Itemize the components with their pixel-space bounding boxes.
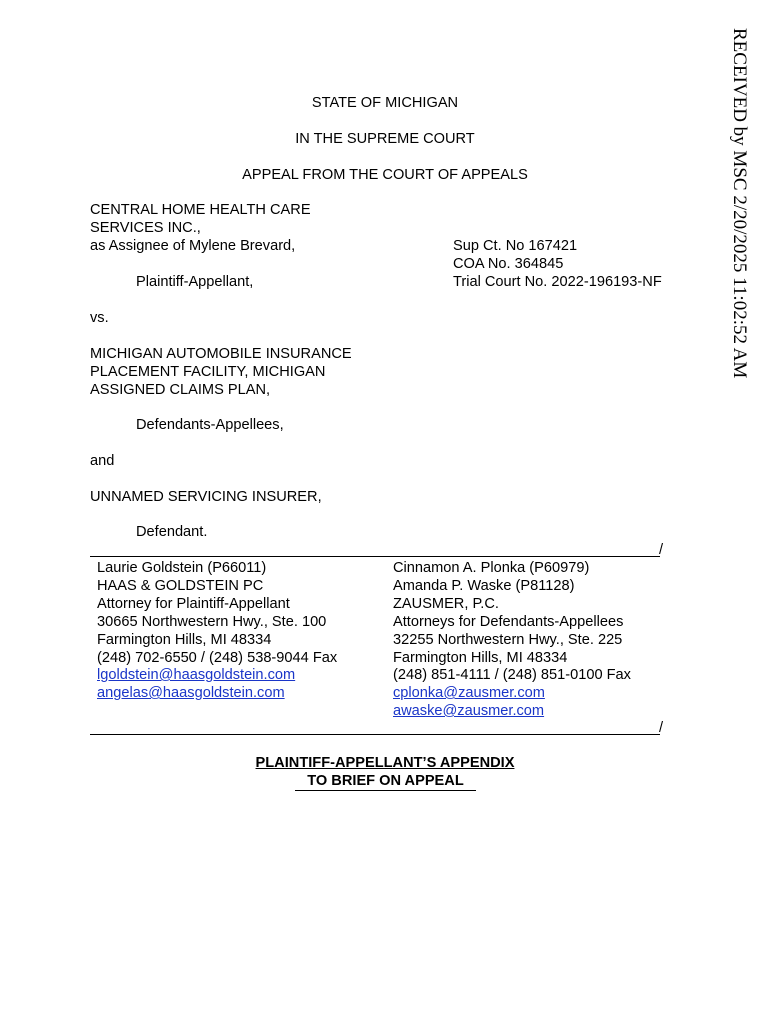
defendant-role: Defendants-Appellees, (136, 417, 284, 433)
right-counsel-line-7: (248) 851-4111 / (248) 851-0100 Fax (393, 667, 631, 683)
plaintiff-role: Plaintiff-Appellant, (136, 274, 254, 290)
and-connector: and (90, 453, 115, 469)
versus: vs. (90, 310, 109, 326)
right-email-link-1[interactable]: cplonka@zausmer.com (393, 685, 545, 701)
trial-court-number: Trial Court No. 2022-196193-NF (453, 274, 662, 290)
coa-number: COA No. 364845 (453, 256, 564, 272)
left-counsel-line-6: (248) 702-6550 / (248) 538-9044 Fax (97, 650, 338, 666)
left-email-link-2[interactable]: angelas@haasgoldstein.com (97, 685, 285, 701)
document-title (0, 755, 770, 771)
received-stamp: RECEIVED by MSC 2/20/2025 11:02:52 AM (729, 28, 750, 379)
document-title-line-2: TO BRIEF ON APPEAL (295, 773, 476, 791)
heading-court: IN THE SUPREME COURT (295, 131, 475, 147)
right-counsel-line-6: Farmington Hills, MI 48334 (393, 650, 568, 666)
caption-rule-slash: / (659, 542, 664, 558)
right-counsel-line-1: Cinnamon A. Plonka (P60979) (393, 560, 590, 576)
right-counsel-line-5: 32255 Northwestern Hwy., Ste. 225 (393, 632, 623, 648)
left-counsel-line-1: Laurie Goldstein (P66011) (97, 560, 267, 576)
defendant-name-line-1: MICHIGAN AUTOMOBILE INSURANCE (90, 346, 352, 362)
document-title-line-1: PLAINTIFF-APPELLANT’S APPENDIX (255, 755, 515, 771)
left-counsel-line-5: Farmington Hills, MI 48334 (97, 632, 272, 648)
second-defendant-role: Defendant. (136, 524, 208, 540)
right-counsel-line-4: Attorneys for Defendants-Appellees (393, 614, 624, 630)
plaintiff-name-line-1: CENTRAL HOME HEALTH CARE (90, 202, 311, 218)
left-counsel-line-4: 30665 Northwestern Hwy., Ste. 100 (97, 614, 327, 630)
heading-appeal: APPEAL FROM THE COURT OF APPEALS (242, 167, 528, 183)
plaintiff-name-line-2: SERVICES INC., (90, 220, 201, 236)
left-counsel-line-3: Attorney for Plaintiff-Appellant (97, 596, 290, 612)
defendant-name-line-3: ASSIGNED CLAIMS PLAN, (90, 382, 271, 398)
defendant-name-line-2: PLACEMENT FACILITY, MICHIGAN (90, 364, 326, 380)
second-defendant-name: UNNAMED SERVICING INSURER, (90, 489, 322, 505)
counsel-rule (90, 734, 660, 735)
left-counsel-line-2: HAAS & GOLDSTEIN PC (97, 578, 264, 594)
supreme-court-number: Sup Ct. No 167421 (453, 238, 578, 254)
right-counsel-line-3: ZAUSMER, P.C. (393, 596, 499, 612)
counsel-rule-slash: / (659, 720, 664, 736)
caption-rule (90, 556, 660, 557)
left-email-link-1[interactable]: lgoldstein@haasgoldstein.com (97, 667, 296, 683)
right-email-link-2[interactable]: awaske@zausmer.com (393, 703, 545, 719)
plaintiff-name-line-3: as Assignee of Mylene Brevard, (90, 238, 296, 254)
heading-state: STATE OF MICHIGAN (311, 95, 459, 111)
right-counsel-line-2: Amanda P. Waske (P81128) (393, 578, 575, 594)
